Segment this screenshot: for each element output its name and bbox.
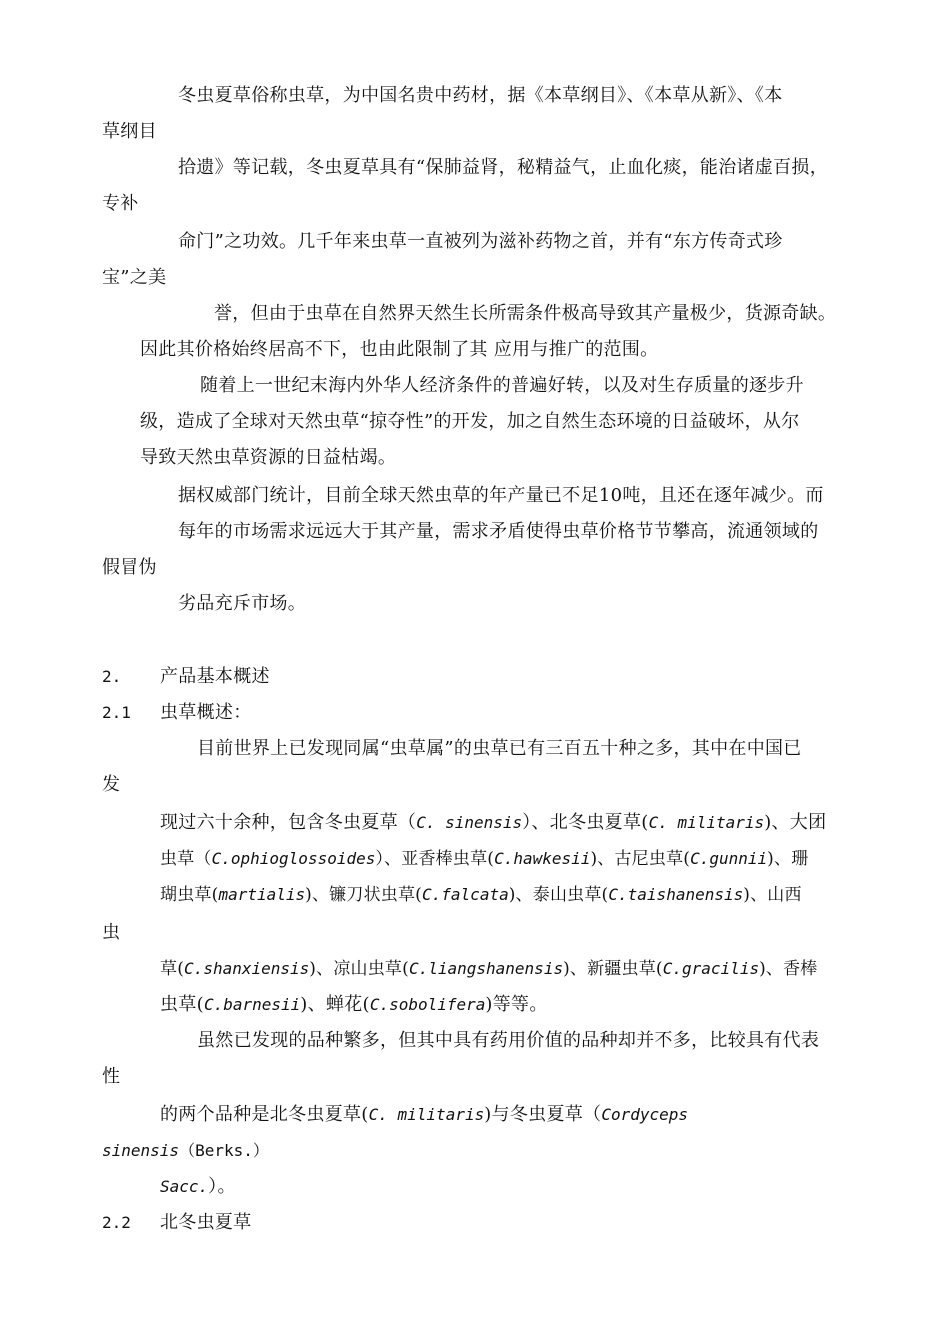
intro-line: 假冒伪 xyxy=(102,557,157,578)
section-heading: 产品基本概述 xyxy=(160,666,270,687)
intro-line: 级，造成了全球对天然虫草“掠夺性”的开发，加之自然生态环境的日益破坏，从尔 xyxy=(140,411,800,432)
intro-line: 冬虫夏草俗称虫草，为中国名贵中药材，据《本草纲目》、《本草从新》、《本 xyxy=(178,85,783,106)
paragraph-line: Sacc.）。 xyxy=(160,1176,236,1197)
latin-name: C.gracilis xyxy=(662,959,760,978)
paragraph-line: 虫 xyxy=(102,922,121,943)
latin-name: C.hawkesii xyxy=(494,849,591,868)
paragraph-line: 现过六十余种，包含冬虫夏草（C. sinensis）、北冬虫夏草(C. militaris)、大团 xyxy=(160,812,827,833)
intro-line: 因此其价格始终居高不下，也由此限制了其 应用与推广的范围。 xyxy=(140,339,659,360)
latin-name: C.gunnii xyxy=(690,849,768,868)
paragraph-line: 目前世界上已发现同属“虫草属”的虫草已有三百五十种之多，其中在中国已 xyxy=(197,738,802,759)
latin-name: Sacc. xyxy=(160,1177,209,1196)
paragraph-line: 虽然已发现的品种繁多，但其中具有药用价值的品种却并不多，比较具有代表 xyxy=(197,1030,820,1051)
latin-name: C.liangshanensis xyxy=(408,959,564,978)
paragraph-line: 瑚虫草(martialis)、镰刀状虫草(C.falcata)、泰山虫草(C.taishanensis)、山西 xyxy=(160,885,802,905)
intro-line: 据权威部门统计，目前全球天然虫草的年产量已不足10吨，且还在逐年减少。而 xyxy=(178,485,824,506)
paragraph-line: 虫草(C.barnesii)、蝉花(C.sobolifera)等等。 xyxy=(160,994,548,1015)
latin-name: C.ophioglossoides xyxy=(211,849,376,868)
intro-line: 劣品充斥市场。 xyxy=(178,593,307,614)
paragraph-line: 虫草（C.ophioglossoides）、亚香棒虫草(C.hawkesii)、古尼虫草(C.gunnii)、珊 xyxy=(160,849,809,869)
latin-name: C.falcata xyxy=(422,885,509,904)
intro-line: 命门”之功效。几千年来虫草一直被列为滋补药物之首，并有“东方传奇式珍 xyxy=(178,231,783,252)
section-heading: 北冬虫夏草 xyxy=(160,1212,252,1233)
latin-name: C.taishanensis xyxy=(608,885,744,904)
latin-name: sinensis xyxy=(102,1141,180,1160)
intro-line: 誉，但由于虫草在自然界天然生长所需条件极高导致其产量极少，货源奇缺。 xyxy=(214,303,837,324)
latin-name: Cordyceps xyxy=(601,1105,689,1124)
latin-name: martialis xyxy=(218,885,306,904)
paragraph-line: 草(C.shanxiensis)、凉山虫草(C.liangshanensis)、新疆虫草(C.gracilis)、香棒 xyxy=(160,959,818,979)
intro-line: 导致天然虫草资源的日益枯竭。 xyxy=(140,447,397,468)
latin-name: C.sobolifera xyxy=(369,995,486,1014)
latin-name: C. militaris xyxy=(368,1105,485,1124)
intro-line: 草纲目 xyxy=(102,121,157,142)
latin-name: C. sinensis xyxy=(416,813,523,832)
section-number: 2. xyxy=(102,667,122,686)
intro-line: 每年的市场需求远远大于其产量，需求矛盾使得虫草价格节节攀高，流通领域的 xyxy=(178,521,819,542)
paragraph-line: 的两个品种是北冬虫夏草(C. militaris)与冬虫夏草（Cordyceps xyxy=(160,1104,689,1125)
latin-name: C. militaris xyxy=(648,813,765,832)
section-number: 2.1 xyxy=(102,703,131,722)
paragraph-line: 发 xyxy=(102,774,121,795)
paragraph-line: sinensis（Berks.） xyxy=(102,1141,269,1160)
section-heading: 虫草概述： xyxy=(160,702,252,723)
intro-line: 专补 xyxy=(102,193,139,214)
intro-line: 拾遗》等记载，冬虫夏草具有“保肺益肾，秘精益气，止血化痰，能治诸虚百损， xyxy=(178,157,828,178)
paragraph-line: 性 xyxy=(102,1066,121,1087)
intro-line: 随着上一世纪末海内外华人经济条件的普遍好转，以及对生存质量的逐步升 xyxy=(200,375,804,396)
latin-name: C.shanxiensis xyxy=(184,959,310,978)
intro-line: 宝”之美 xyxy=(102,267,167,288)
section-number: 2.2 xyxy=(102,1213,131,1232)
latin-name: C.barnesii xyxy=(203,995,301,1014)
